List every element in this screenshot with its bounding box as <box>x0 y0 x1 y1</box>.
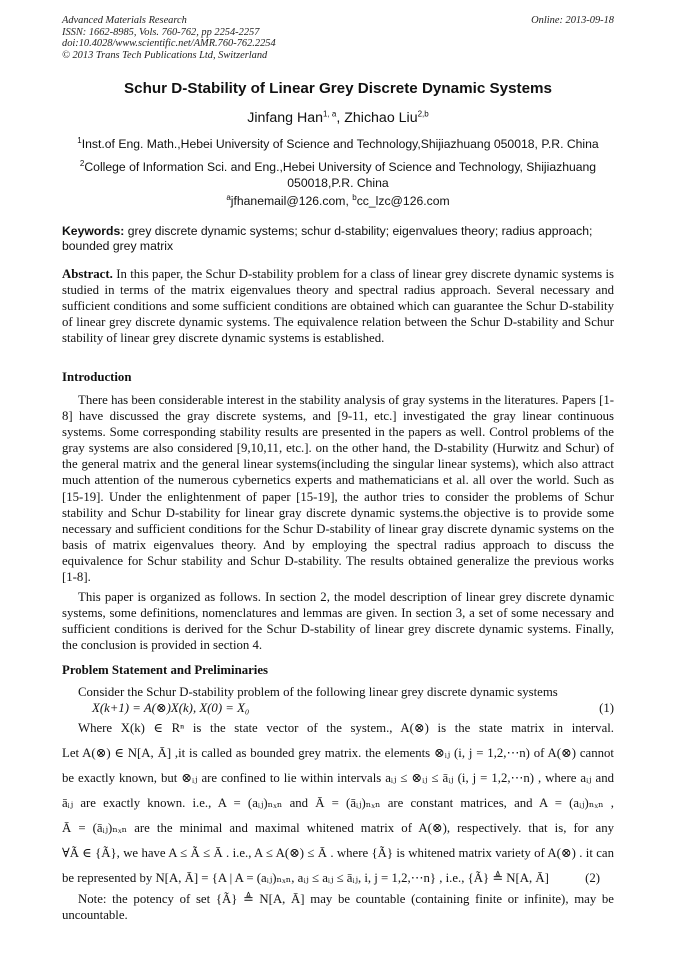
equation-1-expr: X(k+1) = A(⊗)X(k), X(0) = X₀ <box>92 701 250 716</box>
author-2: Zhichao Liu <box>344 110 418 126</box>
problem-intro: Consider the Schur D-stability problem of the following linear grey discrete dynamic systems <box>78 685 558 699</box>
keywords <box>62 224 614 253</box>
equation-1 <box>62 700 614 716</box>
author-2-sup: 2,b <box>417 109 429 119</box>
author-emails <box>62 194 614 208</box>
affiliation-1-sup: 1 <box>77 135 82 145</box>
problem-statement-heading: Problem Statement and Preliminaries <box>62 663 269 677</box>
abstract-text: In this paper, the Schur D-stability problem for a class of linear grey discrete dynamic systems is studied in terms of the matrix eigenvalues theory and spectral radius approach. Several necessary and sufficient conditions and some sufficient conditions are obtained which can guarantee the Schur D-stability of linear grey discrete dynamic systems. The equivalence relation between the Schur D-stability and Schur stability of linear grey discrete dynamic systems is established. <box>62 267 614 346</box>
author-1: Jinfang Han <box>247 110 323 126</box>
equation-1-number: (1) <box>599 701 614 716</box>
journal-header <box>62 15 614 61</box>
author-line <box>62 110 614 126</box>
problem-line-3: be exactly known, but ⊗ᵢⱼ are confined to lie within intervals aᵢⱼ ≤ ⊗ᵢⱼ ≤ āᵢⱼ (i, j = 1,2,⋯n) , where aᵢⱼ and <box>62 771 614 786</box>
problem-statement-body <box>62 684 614 923</box>
email-a-sup: a <box>226 192 231 202</box>
journal-issn: ISSN: 1662-8985, Vols. 760-762, pp 2254-2257 <box>62 26 260 38</box>
problem-note: Note: the potency of set {Ã} ≜ N[A, Ā] may be countable (containing finite or infinite), may be uncountable. <box>62 892 614 923</box>
journal-name: Advanced Materials Research <box>62 15 187 26</box>
introduction-heading: Introduction <box>62 370 132 384</box>
problem-line-4: āᵢⱼ are exactly known. i.e., A = (aᵢⱼ)ₙₓₙ and Ā = (āᵢⱼ)ₙₓₙ are constant matrices, and A = (aᵢⱼ)ₙₓₙ , <box>62 796 614 811</box>
author-separator: , <box>336 110 345 126</box>
keywords-label: Keywords: <box>62 224 125 238</box>
abstract <box>62 266 614 346</box>
introduction-paragraph-1: There has been considerable interest in the stability analysis of gray systems in the literatures. Papers [1-8] have discussed the gray discrete systems, and [9-11, etc.] investigated the gray linear continuous systems. Some corresponding stability results are presented in the papers as well. Control problems of the gray systems are also considered [9,10,11, etc.]. on the other hand, the D-stability (Hurwitz and Schur) of the general matrix and the general linear systems(including the singular linear systems), which also attract much attention of the numerous cybernetics experts and mathematicians et al. all over the world. Such as [15-19]. Under the enlightenment of paper [15-19], the author tries to consider the problems of Schur stability and Schur D-stability for linear gray discrete dynamic systems.the objective is to provide some necessary and sufficient conditions for the Schur D-stability of linear gray discrete dynamic systems on the basis of matrix eigenvalues theory. And by employing the spectral radius approach to discuss the equivalence for Schur stability and Schur D-stability. The results obtained generalize the previous works [1-8]. <box>62 393 614 585</box>
problem-line-7: be represented by N[A, Ā] = {A | A = (aᵢⱼ)ₙₓₙ, aᵢⱼ ≤ aᵢⱼ ≤ āᵢⱼ, i, j = 1,2,⋯n} , i.e., {Ã} ≜ N[A, Ā] <box>62 871 549 886</box>
author-1-sup: 1, a <box>323 109 337 119</box>
affiliation-2 <box>62 160 614 191</box>
keywords-text: grey discrete dynamic systems; schur d-stability; eigenvalues theory; radius approach; bounded grey matrix <box>62 224 593 253</box>
paper-title: Schur D-Stability of Linear Grey Discrete Dynamic Systems <box>124 80 552 97</box>
online-date: Online: 2013-09-18 <box>531 15 614 26</box>
problem-line-6: ∀Ã ∈ {Ã}, we have A ≤ Ã ≤ Ā . i.e., A ≤ A(⊗) ≤ Ā . where {Ã} is whitened matrix variety of A(⊗) . it can <box>62 846 614 861</box>
email-b: cc_lzc@126.com <box>356 194 450 208</box>
problem-line-5: Ā = (āᵢⱼ)ₙₓₙ are the minimal and maximal whitened matrix of A(⊗), respectively. that is, for any <box>62 821 614 836</box>
problem-line-2: Let A(⊗) ∈ N[A, Ā] ,it is called as bounded grey matrix. the elements ⊗ᵢⱼ (i, j = 1,2,⋯n) of A(⊗) cannot <box>62 746 614 761</box>
affiliation-2-text: College of Information Sci. and Eng.,Hebei University of Science and Technology, Shijiazhuang 050018,P.R. China <box>84 160 597 190</box>
abstract-label: Abstract. <box>62 267 113 281</box>
problem-line-1: Where X(k) ∈ Rⁿ is the state vector of the system., A(⊗) is the state matrix in interval. <box>78 721 614 736</box>
affiliation-2-sup: 2 <box>79 158 85 168</box>
journal-doi: doi:10.4028/www.scientific.net/AMR.760-762.2254 <box>62 38 276 50</box>
affiliation-1-text: Inst.of Eng. Math.,Hebei University of Science and Technology,Shijiazhuang 050018, P.R. China <box>81 137 599 151</box>
introduction-paragraph-2: This paper is organized as follows. In section 2, the model description of linear grey discrete dynamic systems, some definitions, nomenclatures and lemmas are given. In section 3, a set of some necessary and sufficient conditions is derived for the Schur D-stability of linear grey discrete dynamic systems. Finally, the conclusion is provided in section 4. <box>62 590 614 653</box>
problem-line-7-row <box>62 866 614 891</box>
journal-copyright: © 2013 Trans Tech Publications Ltd, Switzerland <box>62 49 268 61</box>
affiliation-1 <box>62 137 614 153</box>
email-b-sup: b <box>352 192 357 202</box>
equation-2-number: (2) <box>585 871 600 886</box>
email-a: jfhanemail@126.com, <box>230 194 353 208</box>
